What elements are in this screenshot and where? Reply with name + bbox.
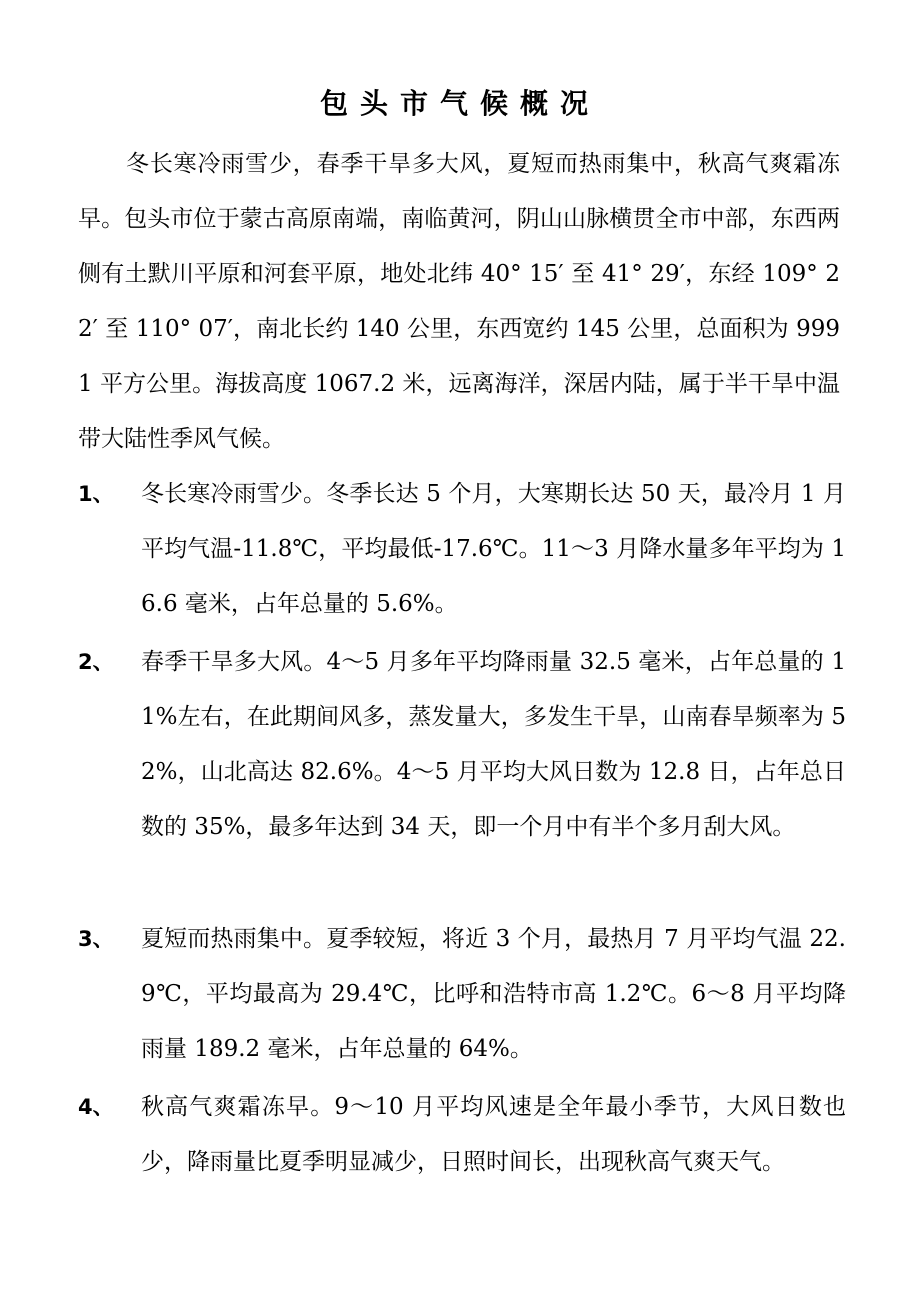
list-item-number: 1、 [78,482,114,506]
intro-paragraph: 冬长寒冷雨雪少，春季干旱多大风，夏短而热雨集中，秋高气爽霜冻早。包头市位于蒙古高原南端，南临黄河，阴山山脉横贯全市中部，东西两侧有土默川平原和河套平原，地处北纬 40° 15′ 至 41° 29′，东经 109° 22′ 至 110° 07′，南北长约 140 公里，东西宽约 145 公里，总面积为 9991 平方公里。海拔高度 1067.2 米，远离海洋，深居内陆，属于半干旱中温带大陆性季风气候。 [78,151,840,452]
list-item-number: 2、 [78,650,114,674]
list-item-number: 4、 [78,1095,114,1119]
list-item-number: 3、 [78,927,114,951]
list-item-text: 夏短而热雨集中。夏季较短，将近 3 个月，最热月 7 月平均气温 22.9℃，平均最高为 29.4℃，比呼和浩特市高 1.2℃。6～8 月平均降雨量 189.2 毫米，占年总量的 64%。 [141,926,846,1062]
list-item-text: 冬长寒冷雨雪少。冬季长达 5 个月，大寒期长达 50 天，最冷月 1 月平均气温-11.8℃，平均最低-17.6℃。11～3 月降水量多年平均为 16.6 毫米，占年总量的 5.6%。 [141,481,846,617]
document-title: 包头市气候概况 [319,87,600,120]
list-item-text: 春季干旱多大风。4～5 月多年平均降雨量 32.5 毫米，占年总量的 11%左右，在此期间风多，蒸发量大，多发生干旱，山南春旱频率为 52%，山北高达 82.6%。4～5 月平均大风日数为 12.8 日，占年总日数的 35%，最多年达到 34 天，即一个月中有半个多月刮大风。 [141,649,846,840]
list-item-text: 秋高气爽霜冻早。9～10 月平均风速是全年最小季节，大风日数也少，降雨量比夏季明显减少，日照时间长，出现秋高气爽天气。 [141,1094,846,1175]
